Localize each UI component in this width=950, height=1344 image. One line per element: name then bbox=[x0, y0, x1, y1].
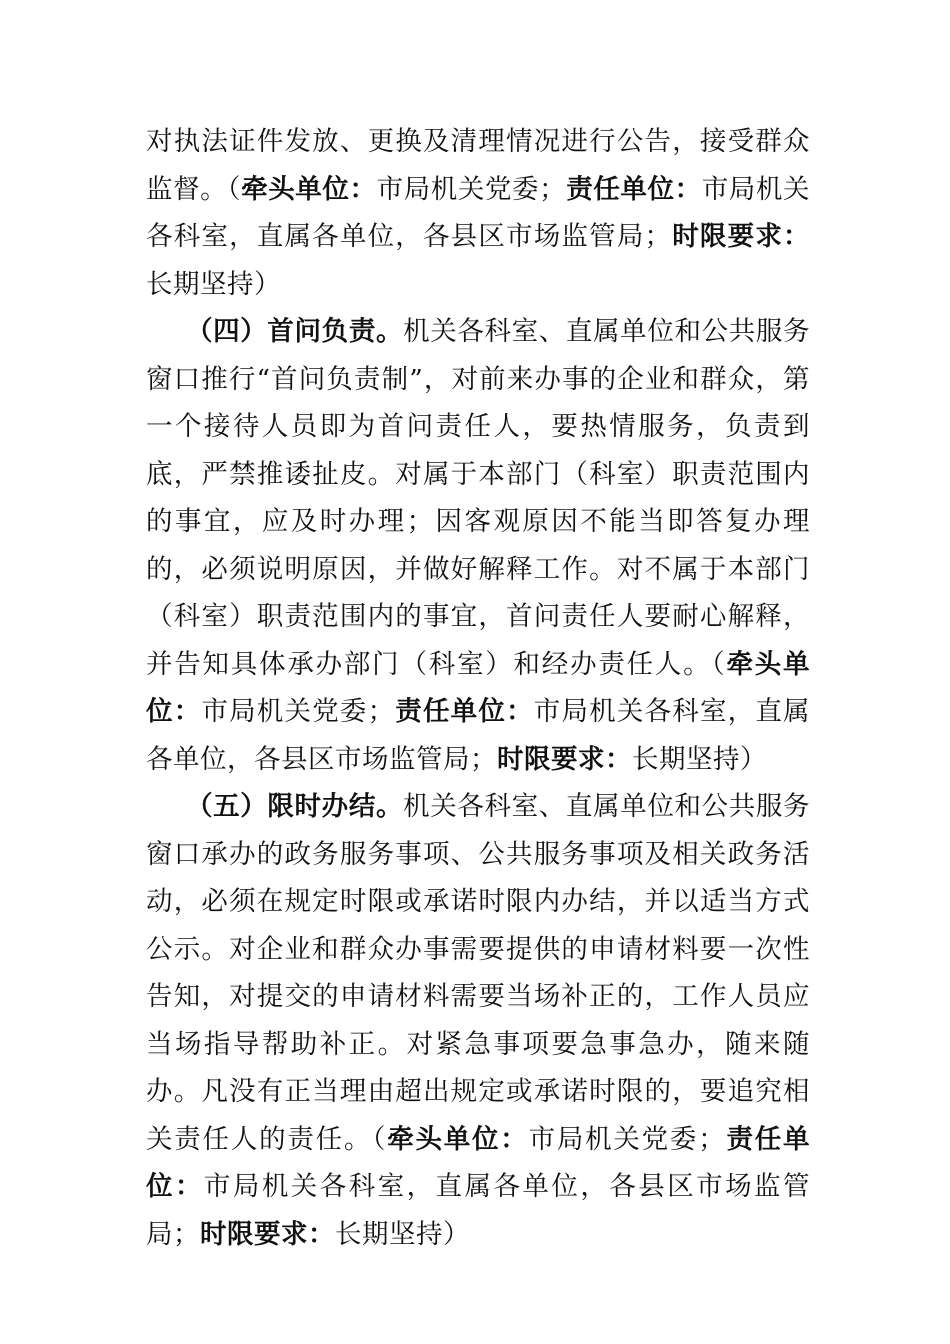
responsible-unit-label: 责任单位： bbox=[566, 173, 702, 205]
section-heading: （四）首问负责。 bbox=[186, 316, 404, 347]
section-heading: （五）限时办结。 bbox=[186, 791, 404, 822]
paragraph-announcement bbox=[146, 118, 810, 308]
paragraph-text: 机关各科室、直属单位和公共服务窗口承办的政务服务事项、公共服务事项及相关政务活动，必须在规定时限或承诺时限内办结，并以适当方式公示。对企业和群众办事需要提供的申请材料要一次性告知，对提交的申请材料需要当场补正的，工作人员应当场指导帮助补正。对紧急事项要急事急办，随来随办。凡没有正当理由超出规定或承诺时限的，要追究相关责任人的责任。（ bbox=[146, 791, 811, 1155]
responsible-unit-value: 市局机关各科室，直属各单位，各县区市场监管局； bbox=[146, 1171, 811, 1250]
lead-unit-label: 牵头单位： bbox=[241, 173, 377, 205]
time-requirement-label: 时限要求： bbox=[497, 743, 632, 775]
paragraph-time-limit bbox=[146, 783, 810, 1258]
lead-unit-value: 市局机关党委； bbox=[376, 173, 567, 205]
lead-unit-label: 牵头单位： bbox=[387, 1123, 529, 1155]
lead-unit-value: 市局机关党委； bbox=[201, 696, 395, 727]
responsible-unit-label: 责任单位： bbox=[394, 696, 534, 727]
time-requirement-label: 时限要求： bbox=[200, 1218, 335, 1250]
paragraph-text: 对执法证件发放、更换及清理情况进行公告，接受群众监督。（ bbox=[146, 126, 810, 205]
paragraph-text: 机关各科室、直属单位和公共服务窗口推行“首问负责制”，对前来办事的企业和群众，第一个接待人员即为首问责任人，要热情服务，负责到底，严禁推诿扯皮。对属于本部门（科室）职责范围内的事宜，应及时办理；因客观原因不能当即答复办理的，必须说明原因，并做好解释工作。对不属于本部门（科室）职责范围内的事宜，首问责任人要耐心解释，并告知具体承办部门（科室）和经办责任人。（ bbox=[146, 316, 811, 680]
lead-unit-value: 市局机关党委； bbox=[528, 1123, 726, 1155]
document-page bbox=[146, 118, 810, 1258]
responsible-unit-label: 责任单位： bbox=[146, 1123, 811, 1202]
time-requirement-value: 长期坚持） bbox=[632, 743, 767, 775]
responsible-unit-value: 市局机关各科室，直属各单位，各县区市场监管局； bbox=[146, 173, 810, 252]
lead-unit-label: 牵头单位： bbox=[146, 648, 811, 727]
paragraph-first-inquiry bbox=[146, 308, 810, 783]
responsible-unit-value: 市局机关各科室，直属各单位，各县区市场监管局； bbox=[146, 696, 811, 775]
time-requirement-value: 长期坚持） bbox=[146, 268, 281, 300]
time-requirement-label: 时限要求： bbox=[671, 221, 811, 252]
time-requirement-value: 长期坚持） bbox=[335, 1218, 470, 1250]
